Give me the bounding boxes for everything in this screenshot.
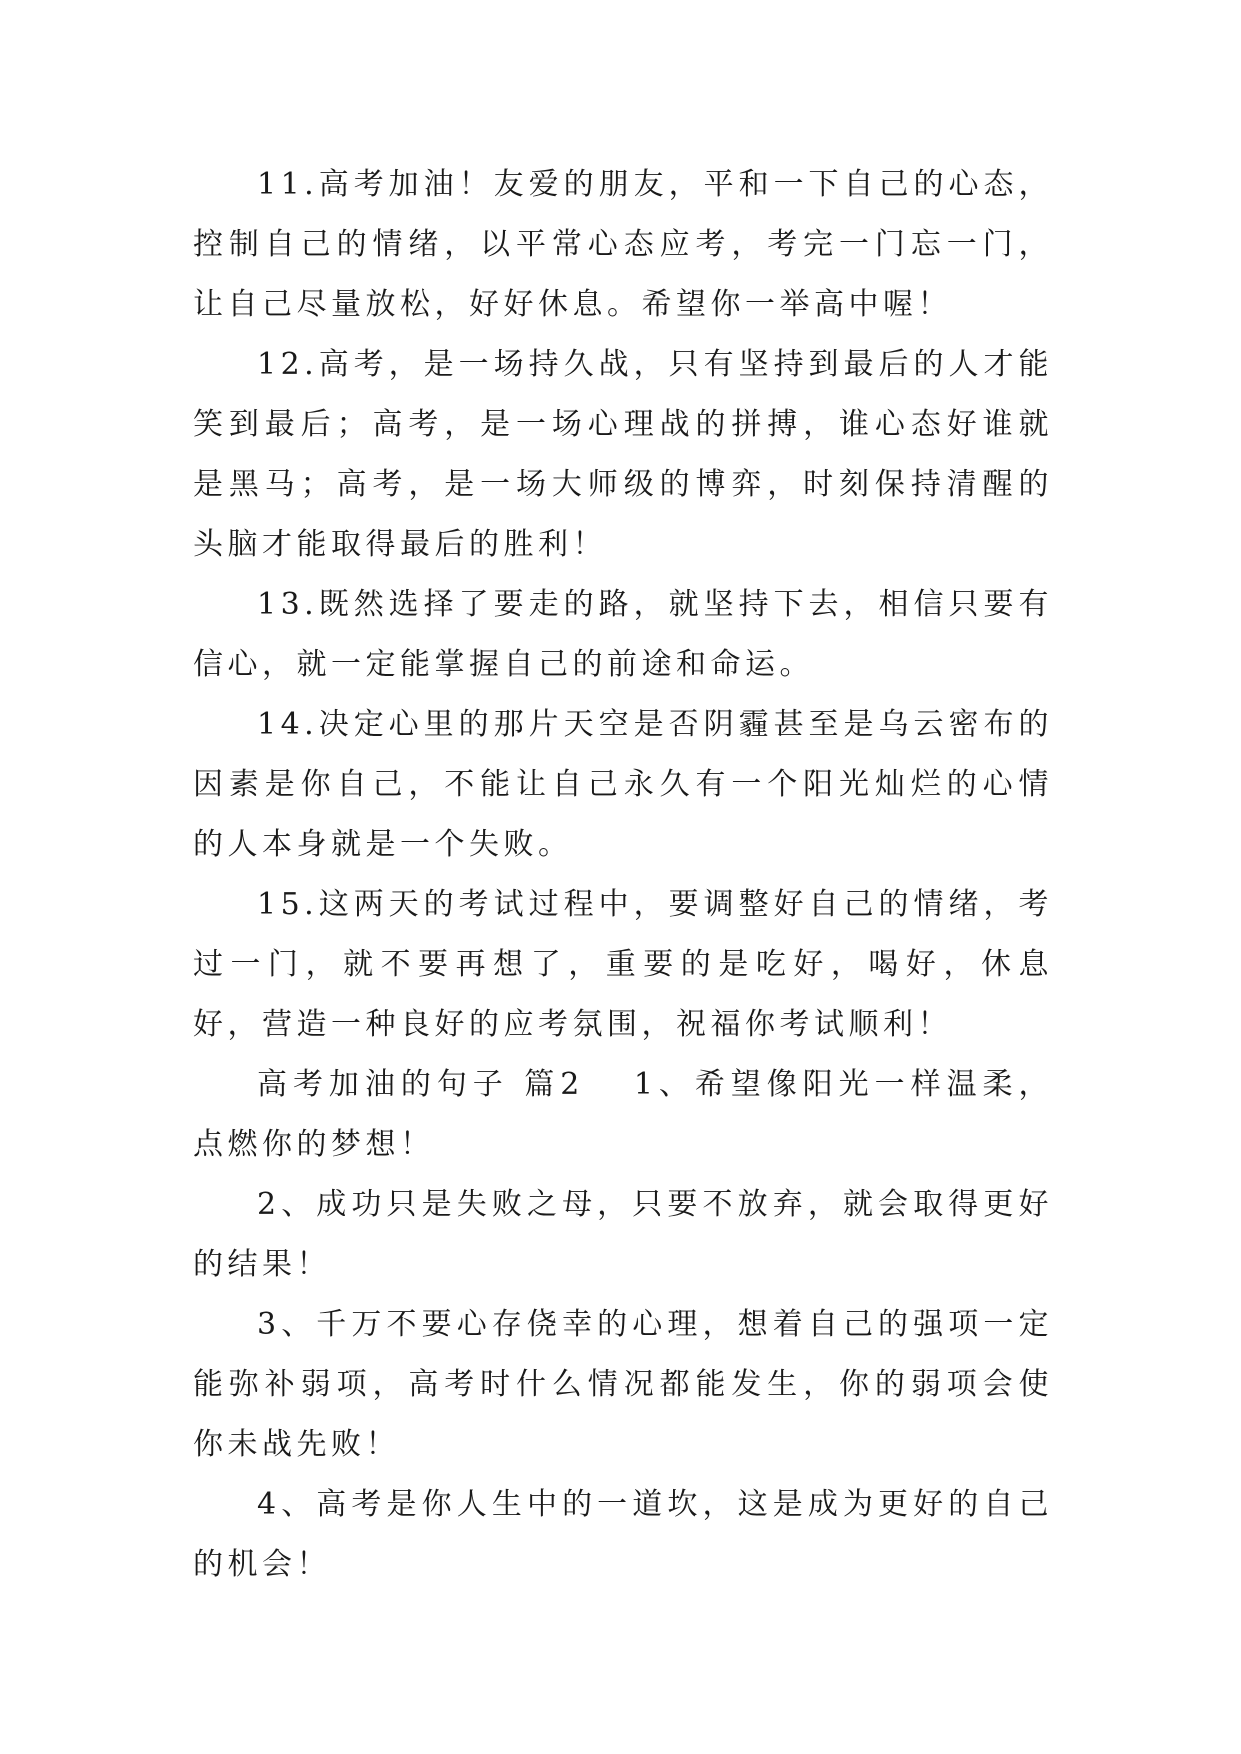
section-heading: 高考加油的句子 篇2 xyxy=(257,1067,584,1102)
list-item-3: 3、千万不要心存侥幸的心理，想着自己的强项一定能弥补弱项，高考时什么情况都能发生，你的弱项会使你未战先败！ xyxy=(193,1307,1053,1462)
list-item-4: 4、高考是你人生中的一道坎，这是成为更好的自己的机会！ xyxy=(193,1487,1053,1582)
paragraph-12: 12.高考，是一场持久战，只有坚持到最后的人才能笑到最后；高考，是一场心理战的拼搏，谁心态好谁就是黑马；高考，是一场大师级的博弈，时刻保持清醒的头脑才能取得最后的胜利！ xyxy=(193,347,1053,562)
section-paragraph xyxy=(193,1055,1053,1175)
list-item-1: 1、希望像阳光一样温柔，点燃你的梦想！ xyxy=(193,1067,1054,1162)
paragraph-11: 11.高考加油！友爱的朋友，平和一下自己的心态，控制自己的情绪，以平常心态应考，考完一门忘一门，让自己尽量放松，好好休息。希望你一举高中喔！ xyxy=(193,167,1053,322)
paragraph-15: 15.这两天的考试过程中，要调整好自己的情绪，考过一门，就不要再想了，重要的是吃好，喝好，休息好，营造一种良好的应考氛围，祝福你考试顺利！ xyxy=(193,887,1053,1042)
list-item-2: 2、成功只是失败之母，只要不放弃，就会取得更好的结果！ xyxy=(193,1187,1053,1282)
paragraph-14: 14.决定心里的那片天空是否阴霾甚至是乌云密布的因素是你自己，不能让自己永久有一个阳光灿烂的心情的人本身就是一个失败。 xyxy=(193,707,1053,862)
paragraph-13: 13.既然选择了要走的路，就坚持下去，相信只要有信心，就一定能掌握自己的前途和命运。 xyxy=(193,587,1053,682)
document-body xyxy=(193,155,1053,1595)
